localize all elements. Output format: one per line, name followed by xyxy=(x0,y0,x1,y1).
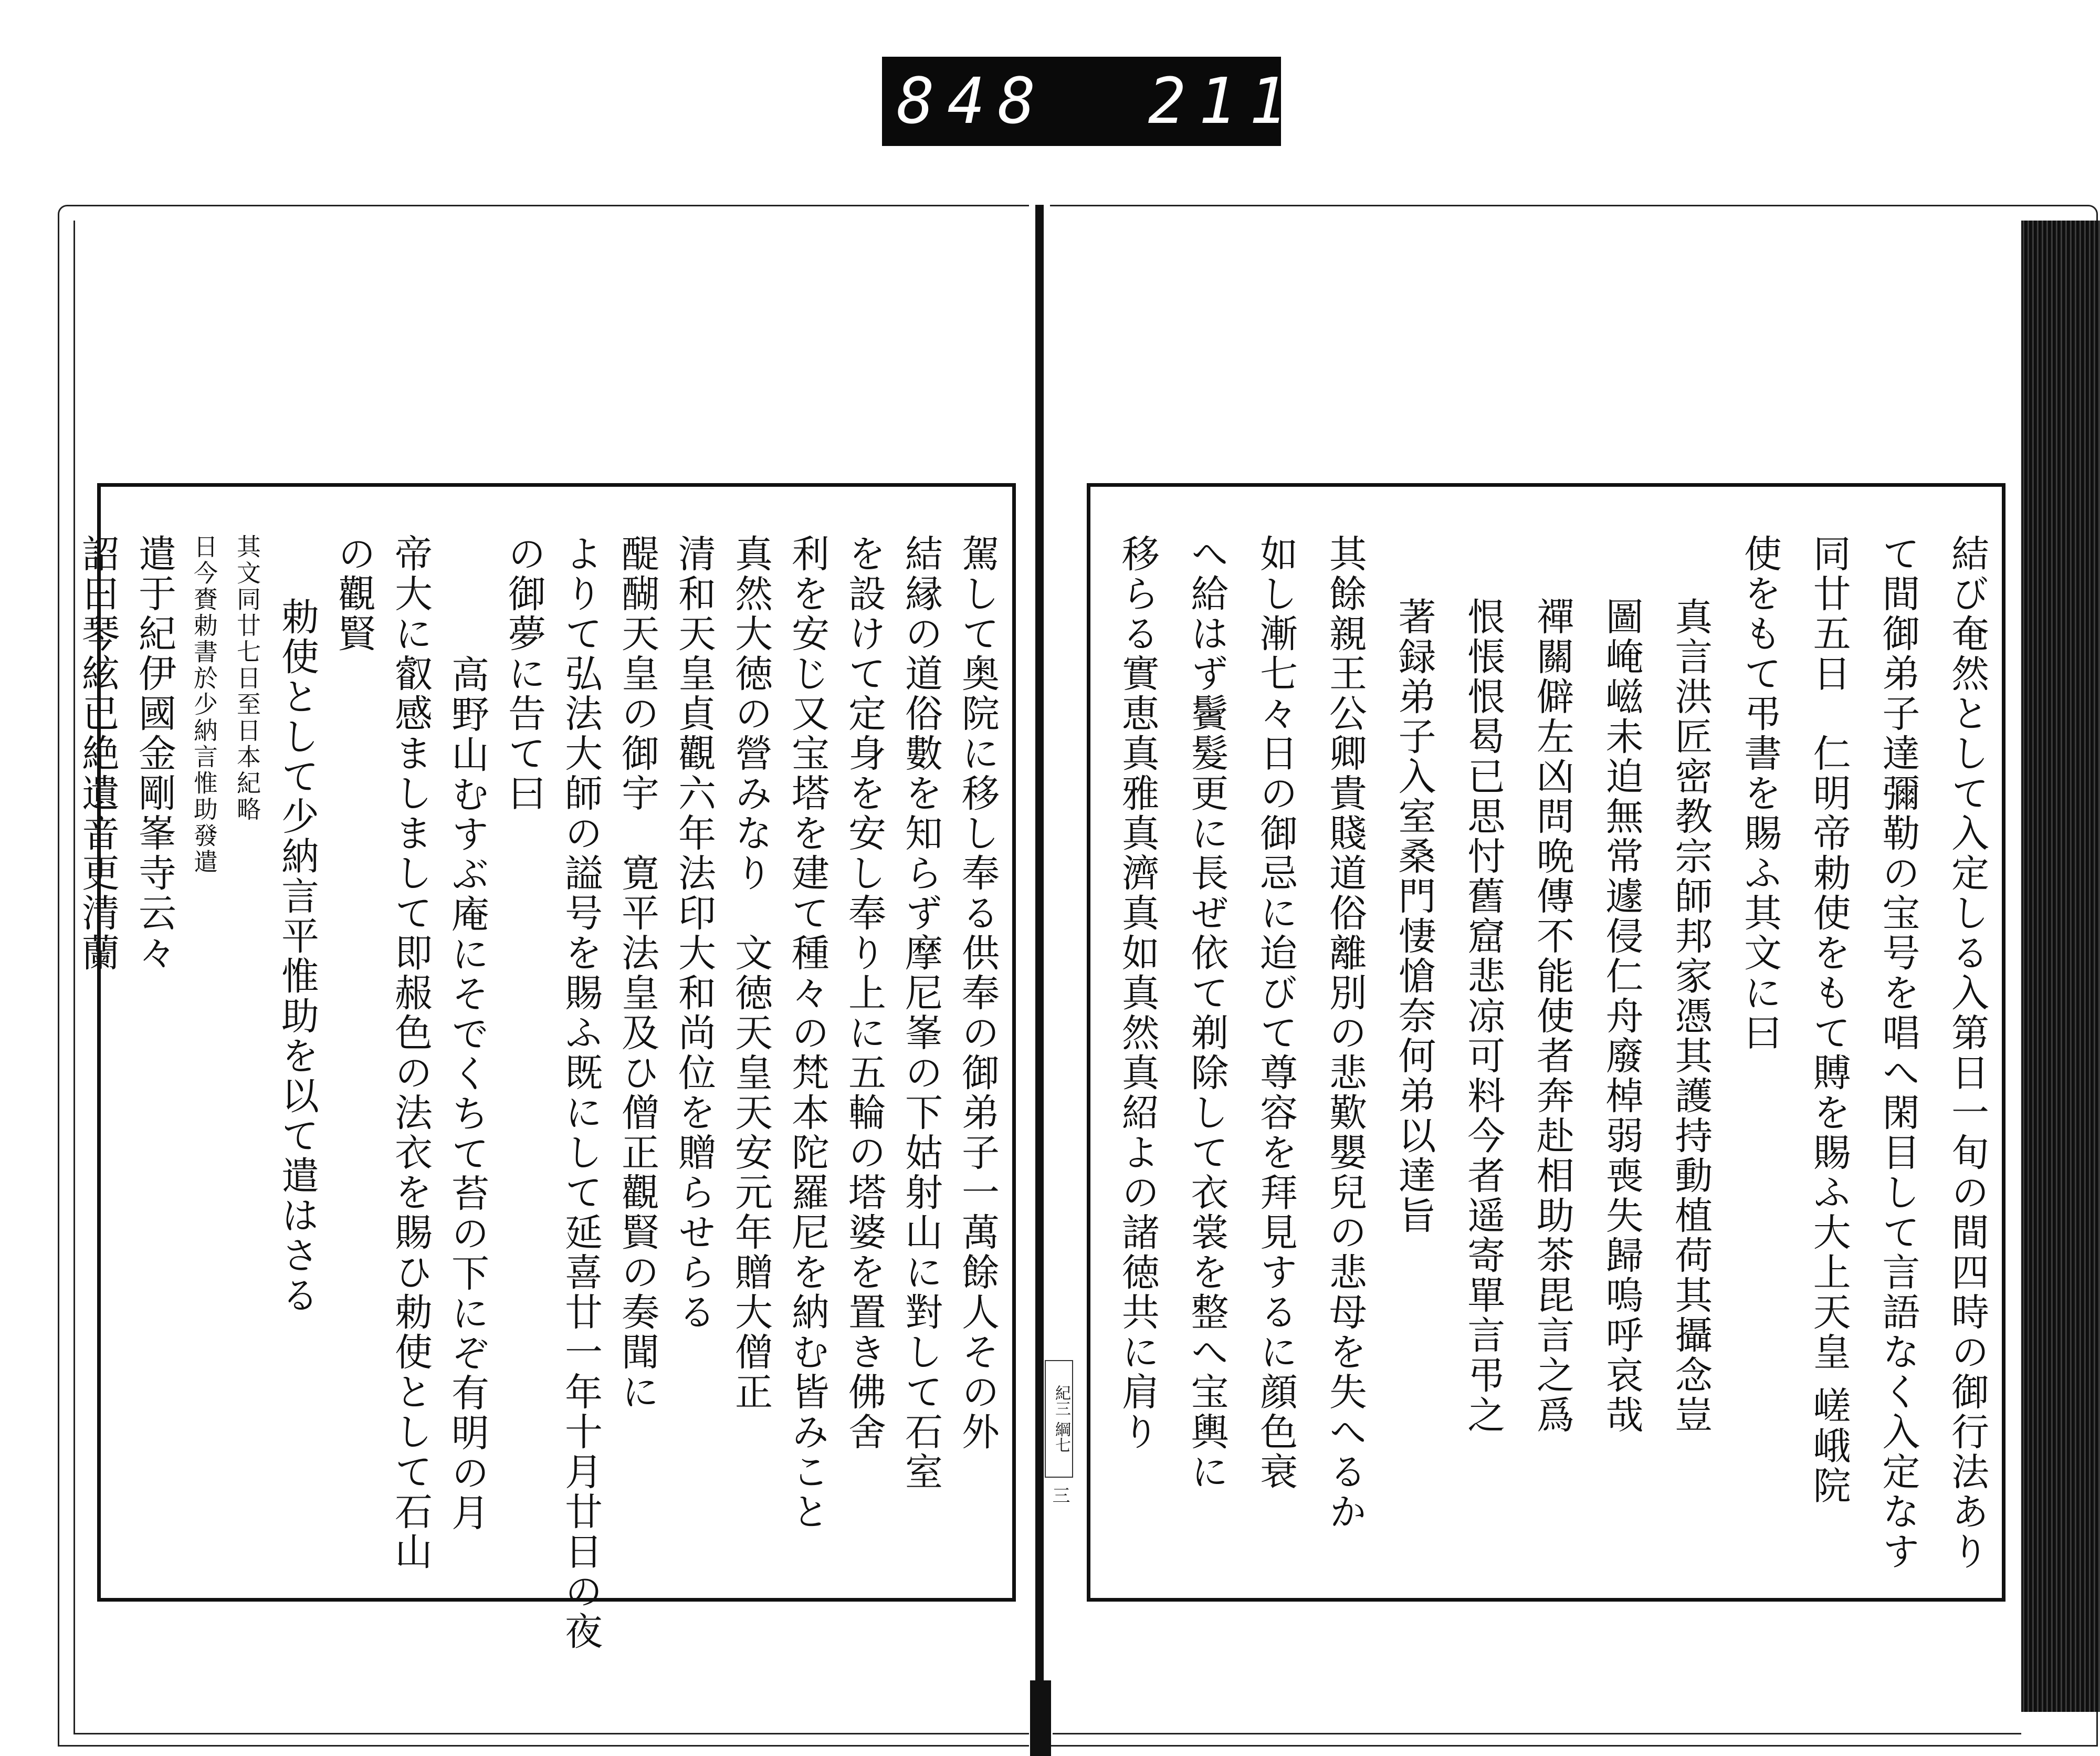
text-column: よりて弘法大師の謚号を賜ふ既にして延喜廿一年十月廿日の夜 xyxy=(559,534,603,1652)
spine-foot xyxy=(1030,1680,1051,1756)
text-column: の觀賢 xyxy=(332,534,376,654)
text-column: て間御弟子達彌勒の宝号を唱へ閑目して言語なく入定なす xyxy=(1876,534,1920,1572)
text-column: 著録弟子入室桑門悽愴奈何弟以達旨 xyxy=(1392,597,1436,1236)
text-column: 使をもて弔書を賜ふ其文に曰 xyxy=(1737,534,1782,1053)
text-column: 利を安じ又宝塔を建て種々の梵本陀羅尼を納む皆みこと xyxy=(785,534,830,1532)
text-column: 移らる實恵真雅真濟真如真然真紹よの諸徳共に肩り xyxy=(1115,534,1160,1452)
text-column: の御夢に告て曰 xyxy=(502,534,546,813)
text-column: 遣于紀伊國金剛峯寺云々 xyxy=(132,534,176,973)
text-column: 帝大に叡感ましまして即赧色の法衣を賜ひ勅使として石山 xyxy=(388,534,433,1572)
text-column: 圖崦嵫未迫無常遽侵仁舟廢棹弱喪失歸嗚呼哀哉 xyxy=(1599,597,1644,1435)
text-column: 結び奄然として入定しる入第日一旬の間四時の御行法あり xyxy=(1945,534,1989,1572)
book-spine xyxy=(1029,205,1050,1754)
text-column: 駕して奥院に移し奉る供奉の御弟子一萬餘人その外 xyxy=(956,534,1000,1452)
text-column: 詔曰琴絃已絶遺音更清蘭 xyxy=(76,534,120,973)
text-column: 勅使として少納言平惟助を以て遣はさる xyxy=(275,597,319,1315)
catalog-number-label xyxy=(882,57,1350,146)
text-column: 禪關僻左凶問晩傳不能使者奔赴相助茶毘言之爲 xyxy=(1530,597,1574,1435)
text-column: 如し漸七々日の御忌に迨びて尊容を拜見するに顔色衰 xyxy=(1254,534,1298,1492)
chapter-index-tab: 紀三 綱七 xyxy=(1045,1360,1073,1478)
page-number: 三 xyxy=(1049,1486,1070,1504)
text-column: 高野山むすぶ庵にそでくちて苔の下にぞ有明の月 xyxy=(445,655,489,1533)
text-column: 恨悵恨曷已思忖舊窟悲凉可料今者遥寄單言弔之 xyxy=(1461,597,1506,1435)
text-column: 醍醐天皇の御宇 寛平法皇及ひ僧正觀賢の奏聞に xyxy=(615,534,659,1412)
text-column: を設けて定身を安し奉り上に五輪の塔婆を置き佛舍 xyxy=(842,534,886,1452)
annotation-column: 其文同廿七日至日本紀略 xyxy=(233,534,261,823)
left-page-columns xyxy=(76,534,1000,1652)
text-column: 結縁の道俗數を知らず摩尼峯の下姑射山に對して石室 xyxy=(899,534,943,1492)
text-column: へ給はず鬢髮更に長ぜ依て剃除して衣裳を整へ宝輿に xyxy=(1184,534,1229,1492)
text-column: 真言洪匠密教宗師邦家憑其護持動植荷其攝念豈 xyxy=(1668,597,1713,1435)
page-edges xyxy=(2021,221,2100,1712)
annotation-column: 日今賚勅書於少納言惟助發遣 xyxy=(190,534,218,875)
text-column: 其餘親王公卿貴賤道俗離別の悲歎嬰兒の悲母を失へるか xyxy=(1322,534,1367,1532)
text-column: 清和天皇貞觀六年法印大和尚位を贈らせらる xyxy=(672,534,716,1332)
text-column: 同廿五日 仁明帝勅使をもて賻を賜ふ大上天皇 嵯峨院 xyxy=(1807,534,1851,1506)
right-page-columns xyxy=(1106,534,1989,1572)
catalog-number-right: 211. xyxy=(1148,65,1350,138)
right-page-text-frame xyxy=(1087,483,2006,1602)
catalog-number-left: 848 xyxy=(897,65,1048,138)
left-page-text-frame xyxy=(76,483,1016,1652)
text-column: 真然大徳の營みなり 文徳天皇天安元年贈大僧正 xyxy=(729,534,773,1412)
